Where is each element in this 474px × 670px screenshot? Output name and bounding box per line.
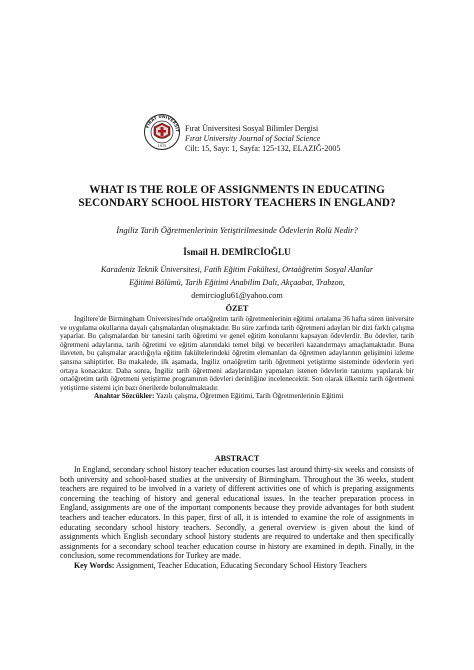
affiliation-line-2: Eğitimi Bölümü, Tarih Eğitimi Anabilim Dalı, Akçaabat, Trabzon, xyxy=(129,278,345,287)
journal-volume: Cilt: 15, Sayı: 1, Sayfa: 125-132, ELAZIĞ-2005 xyxy=(185,144,341,153)
abstract-text: In England, secondary school history teacher education courses last around thirty-six weeks and consists of both university and school-based studies at the university of Birmingham. Throughout the 36 weeks, student teachers are required to be involved in a variety of different activities one of which is preparing assignments concerning the teaching of history and general educational issues. In the teacher preparation process in England, assignments are one of the important components because they provide advantages for both student teachers and teacher educators. In this paper, first of all, it is intended to examine the role of assignments in educating secondary school history teachers. Secondly, a general overview is given about the kind of assignments which English secondary school history students are required to undertake and then specifically assignments for a secondary school teacher education course in history are examined in depth. Finally, in the conclusion, some recommendations for Turkey are made. xyxy=(60,465,414,561)
ozet-heading: ÖZET xyxy=(225,304,249,313)
abstract-keywords-label: Key Words: xyxy=(74,560,115,570)
journal-name-tr: Fırat Üniversitesi Sosyal Bilimler Dergisi xyxy=(185,124,319,133)
ozet-keywords-text: Yazılı çalışma, Öğretmen Eğitimi, Tarih Öğretmenlerinin Eğitimi xyxy=(155,392,344,401)
paper-title: WHAT IS THE ROLE OF ASSIGNMENTS IN EDUCATING SECONDARY SCHOOL HISTORY TEACHERS IN ENGLAND? xyxy=(78,184,396,209)
abstract-section xyxy=(60,465,414,571)
abstract-keywords xyxy=(60,561,414,571)
ozet-text: İngiltere'de Birmingham Üniversitesi'nde ortaöğretim tarih öğretmenlerinin eğitimi ortalama 36 hafta süren üniversite ve uygulama okullarına dayalı çalışmalardan oluşmaktadır. Bu süre zarfında tarih öğretmeni adayları bir dizi farklı çalışma yaparlar. Bu çalışmalardan bir tanesini tarih öğretimi ve genel eğitim konularını kapsayan ödevlerdir. Bu ödevler, tarih öğretmeni adaylarına, tarih öğretimi ve eğitim alanındaki temel bilgi ve becerileri kazandırmayı amaçlamaktadır. Buna ilaveten, bu çalışmalar aracılığıyla eğitim fakültelerindeki öğretim elemanları da öğretmen adaylarının gelişimini izleme şansına sahiptirler. Bu makalede, ilk aşamada, İngiliz ortaöğretim tarih öğretmeni yetiştirme sisteminde ödevlerin yeri ortaya konacaktır. Daha sonra, İngiliz tarih öğretmeni adaylarından yapmaları istenen ödevlerin tanıtımı yapılarak bir ortaöğretim tarih öğretmeni yetiştirme programının ödevleri derinliğine incelenecektir. Son olarak ülkemiz tarih öğretmeni yetiştirme sistemi için bazı önerilerde bulunulmaktadır. xyxy=(60,315,414,392)
author-email: demircioglu61@yahoo.com xyxy=(191,291,283,300)
ozet-keywords xyxy=(60,392,414,401)
abstract-keywords-text: Assignment, Teacher Education, Educating Secondary School History Teachers xyxy=(115,560,367,570)
abstract-heading: ABSTRACT xyxy=(214,454,260,463)
logo-text: FIRAT ÜNİVERSİT xyxy=(144,113,181,133)
journal-info xyxy=(185,124,340,154)
university-logo xyxy=(143,113,181,151)
logo-year: 1975 xyxy=(157,144,167,148)
affiliation-line-1: Karadeniz Teknik Üniversitesi, Fatih Eğitim Fakültesi, Ortaöğretim Sosyal Alanlar xyxy=(100,265,374,274)
author-name: İsmail H. DEMİRCİOĞLU xyxy=(183,247,291,257)
author-affiliation xyxy=(80,263,394,302)
ozet-section xyxy=(60,315,414,401)
ozet-keywords-label: Anahtar Sözcükler: xyxy=(94,392,155,401)
paper-title-turkish: İngiliz Tarih Öğretmenlerinin Yetiştirilmesinde Ödevlerin Rolü Nedir? xyxy=(116,225,358,235)
journal-name-en: Fırat University Journal of Social Science xyxy=(185,134,321,143)
